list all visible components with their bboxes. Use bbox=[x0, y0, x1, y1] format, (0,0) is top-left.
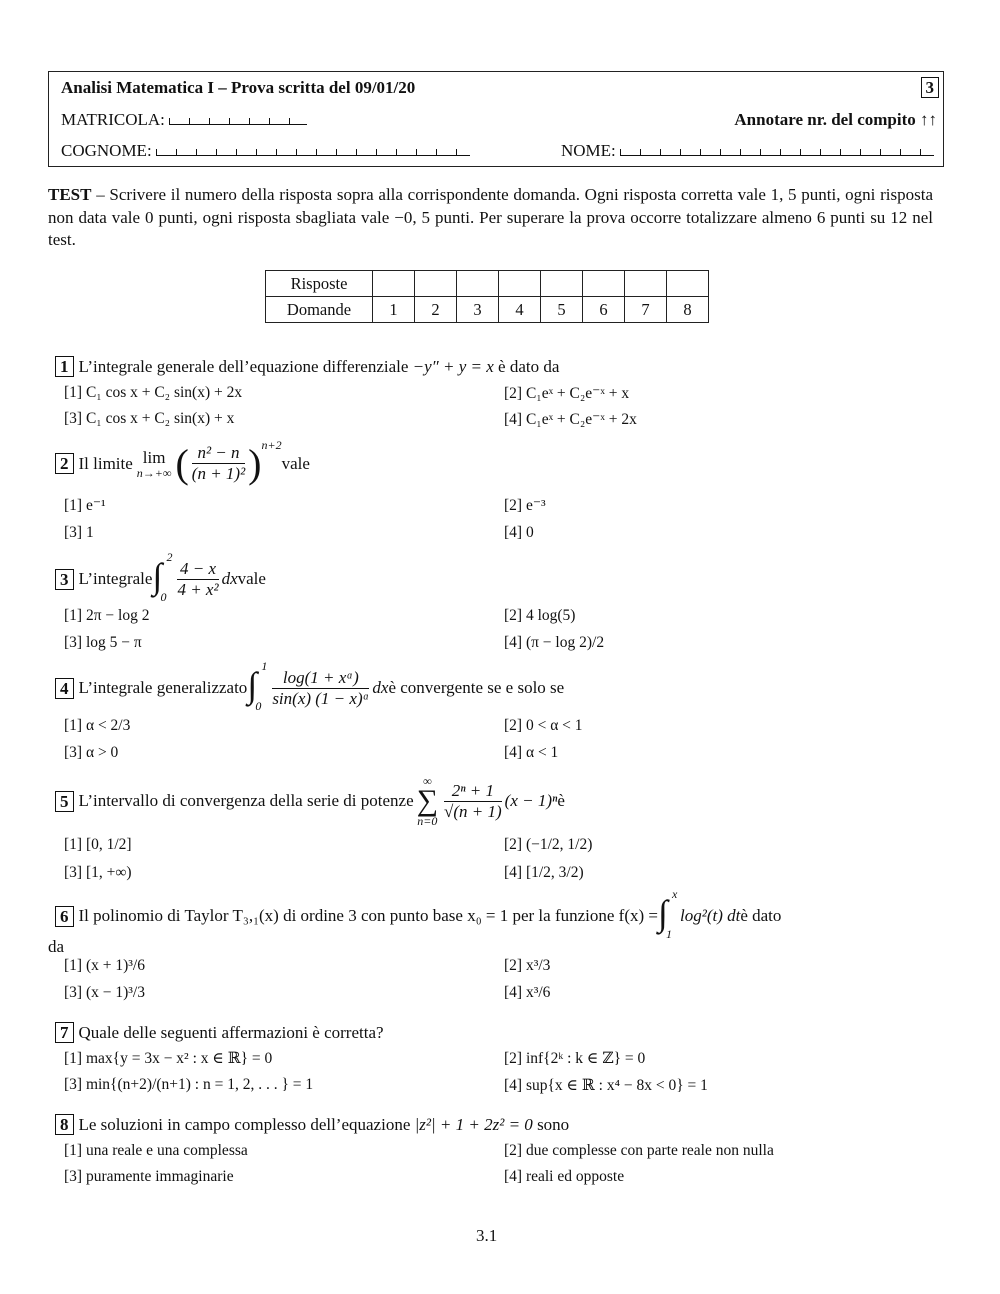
nome-row bbox=[561, 141, 934, 161]
exam-title: Analisi Matematica I – Prova scritta del 09/01/20 bbox=[61, 78, 416, 97]
option-1-3[interactable]: [3] C₁ cos x + C₂ sin(x) + x bbox=[64, 410, 235, 427]
option-2-3[interactable]: [3] 1 bbox=[64, 524, 94, 541]
test-instructions: TEST – Scrivere il numero della risposta sopra alla corrispondente domanda. Ogni risposta corretta vale 1, 5 punti, ogni risposta non data vale 0 punti, ogni risposta sbagliata vale −0, 5 punti. Per superare la prova occorre totalizzare almeno 6 punti su 12 nel test. bbox=[48, 185, 933, 249]
option-8-1[interactable]: [1] una reale e una complessa bbox=[64, 1142, 248, 1159]
exam-version-box: 3 bbox=[921, 77, 940, 98]
option-4-4[interactable]: [4] α < 1 bbox=[504, 744, 559, 761]
questions-row bbox=[266, 297, 709, 323]
option-5-1[interactable]: [1] [0, 1/2] bbox=[64, 836, 132, 853]
option-6-2[interactable]: [2] x³/3 bbox=[504, 957, 551, 974]
fraction: $\frac{4 - x}{\text{4 + x²}}$ bbox=[177, 558, 219, 599]
cognome-row bbox=[61, 141, 470, 161]
option-6-1[interactable]: [1] (x + 1)³/6 bbox=[64, 957, 145, 974]
question-3: 3 L’integrale ∫ 2 0 $\frac{4 - x}{\text{4 + x²}}$ dx vale bbox=[55, 556, 266, 602]
question-number-box: 5 bbox=[55, 791, 74, 812]
answer-cell-5[interactable] bbox=[541, 271, 583, 297]
question-number-box: 3 bbox=[55, 569, 74, 590]
answer-cell-8[interactable] bbox=[667, 271, 709, 297]
option-3-1[interactable]: [1] 2π − log 2 bbox=[64, 607, 150, 624]
integral-sign: ∫ 1 0 bbox=[247, 659, 268, 713]
test-lead: TEST bbox=[48, 185, 92, 204]
question-number-box: 7 bbox=[55, 1022, 74, 1043]
question-7: 7 Quale delle seguenti affermazioni è corretta? bbox=[55, 1022, 384, 1043]
option-2-2[interactable]: [2] e⁻³ bbox=[504, 497, 546, 514]
option-7-2[interactable]: [2] inf{2ᵏ : k ∈ ℤ} = 0 bbox=[504, 1050, 646, 1067]
cognome-field[interactable] bbox=[156, 146, 470, 156]
answer-cell-6[interactable] bbox=[583, 271, 625, 297]
option-3-2[interactable]: [2] 4 log(5) bbox=[504, 607, 576, 624]
question-number-cell: 3 bbox=[457, 297, 499, 323]
question-number-cell: 5 bbox=[541, 297, 583, 323]
integral-sign: ∫ 2 0 bbox=[152, 550, 173, 604]
question-number-cell: 6 bbox=[583, 297, 625, 323]
question-number-box: 1 bbox=[55, 356, 74, 377]
matricola-label: MATRICOLA: bbox=[61, 110, 165, 129]
answers-row bbox=[266, 271, 709, 297]
option-4-2[interactable]: [2] 0 < α < 1 bbox=[504, 717, 583, 734]
option-5-4[interactable]: [4] [1/2, 3/2) bbox=[504, 864, 584, 881]
limit-operator: lim n→+∞ bbox=[136, 447, 172, 480]
answer-cell-4[interactable] bbox=[499, 271, 541, 297]
question-6: 6 Il polinomio di Taylor T₃,₁(x) di ordine 3 con punto base x₀ = 1 per la funzione f(x) = ∫ x 1 log²(t) dt è dato bbox=[55, 893, 935, 939]
nome-field[interactable] bbox=[620, 146, 934, 156]
nome-label: NOME: bbox=[561, 141, 616, 160]
option-3-3[interactable]: [3] log 5 − π bbox=[64, 634, 142, 651]
answer-table bbox=[265, 270, 709, 323]
equation: |z²| + 1 + 2z² = 0 bbox=[414, 1115, 533, 1134]
question-1: 1 L’integrale generale dell’equazione differenziale −y″ + y = x è dato da bbox=[55, 356, 559, 377]
question-2: 2 Il limite lim n→+∞ ( $\frac{\text{n² − n}}{\text{(n + 1)²}}$ ) n+2 vale bbox=[55, 440, 310, 487]
option-2-4[interactable]: [4] 0 bbox=[504, 524, 534, 541]
answer-cell-3[interactable] bbox=[457, 271, 499, 297]
fraction: $\frac{\text{log(1 + xᵅ)}}{\text{sin(x) (1 − x)ᵅ}}$ bbox=[272, 667, 370, 708]
questions-row-label: Domande bbox=[266, 297, 373, 323]
question-number-box: 8 bbox=[55, 1114, 74, 1135]
option-5-2[interactable]: [2] (−1/2, 1/2) bbox=[504, 836, 593, 853]
option-5-3[interactable]: [3] [1, +∞) bbox=[64, 864, 132, 881]
page-number: 3.1 bbox=[476, 1226, 498, 1245]
question-number-cell: 4 bbox=[499, 297, 541, 323]
matricola-field[interactable] bbox=[169, 115, 307, 125]
question-number-cell: 1 bbox=[373, 297, 415, 323]
option-4-3[interactable]: [3] α > 0 bbox=[64, 744, 119, 761]
cognome-label: COGNOME: bbox=[61, 141, 152, 160]
question-number-cell: 2 bbox=[415, 297, 457, 323]
exponent: n+2 bbox=[261, 438, 282, 452]
option-7-3[interactable]: [3] min{(n+2)/(n+1) : n = 1, 2, . . . } = 1 bbox=[64, 1076, 314, 1093]
matricola-row bbox=[61, 110, 307, 130]
option-3-4[interactable]: [4] (π − log 2)/2 bbox=[504, 634, 605, 651]
option-8-4[interactable]: [4] reali ed opposte bbox=[504, 1168, 625, 1185]
answer-cell-1[interactable] bbox=[373, 271, 415, 297]
question-number-cell: 7 bbox=[625, 297, 667, 323]
exam-note: Annotare nr. del compito ↑↑ bbox=[734, 110, 937, 129]
question-number-box: 4 bbox=[55, 678, 74, 699]
question-number-box: 2 bbox=[55, 453, 74, 474]
option-1-4[interactable]: [4] C₁eˣ + C₂e⁻ˣ + 2x bbox=[504, 411, 637, 428]
question-number-box: 6 bbox=[55, 906, 74, 927]
option-7-4[interactable]: [4] sup{x ∈ ℝ : x⁴ − 8x < 0} = 1 bbox=[504, 1077, 708, 1094]
option-8-3[interactable]: [3] puramente immaginarie bbox=[64, 1168, 234, 1185]
option-1-2[interactable]: [2] C₁eˣ + C₂e⁻ˣ + x bbox=[504, 385, 630, 402]
option-4-1[interactable]: [1] α < 2/3 bbox=[64, 717, 131, 734]
exam-header bbox=[48, 71, 944, 167]
option-7-1[interactable]: [1] max{y = 3x − x² : x ∈ ℝ} = 0 bbox=[64, 1050, 273, 1067]
option-8-2[interactable]: [2] due complesse con parte reale non nulla bbox=[504, 1142, 774, 1159]
option-6-4[interactable]: [4] x³/6 bbox=[504, 984, 551, 1001]
question-6-continuation: da bbox=[48, 937, 65, 956]
fraction: $\frac{\text{2ⁿ + 1}}{√(n + 1)}$ bbox=[444, 780, 502, 821]
question-5: 5 L’intervallo di convergenza della serie di potenze ∞ ∑ n=0 $\frac{\text{2ⁿ + 1}}{√(n + 1)}$ (x − 1)ⁿ è bbox=[55, 775, 565, 827]
question-8: 8 Le soluzioni in campo complesso dell’equazione |z²| + 1 + 2z² = 0 sono bbox=[55, 1114, 569, 1135]
option-6-3[interactable]: [3] (x − 1)³/3 bbox=[64, 984, 145, 1001]
equation: −y″ + y = x bbox=[412, 357, 494, 376]
answer-cell-2[interactable] bbox=[415, 271, 457, 297]
instructions-text: Scrivere il numero della risposta sopra alla corrispondente domanda. Ogni risposta corretta vale 1, 5 punti, ogni risposta non data vale 0 punti, ogni risposta sbagliata vale −0, 5 punti. Per superare la prova occorre totalizzare almeno 6 punti su 12 nel test. bbox=[48, 185, 933, 249]
fraction: $\frac{\text{n² − n}}{\text{(n + 1)²}}$ bbox=[191, 443, 246, 483]
sum-operator: ∞ ∑ n=0 bbox=[416, 774, 439, 828]
option-2-1[interactable]: [1] e⁻¹ bbox=[64, 497, 106, 514]
integral-sign: ∫ x 1 bbox=[658, 887, 678, 941]
answer-cell-7[interactable] bbox=[625, 271, 667, 297]
question-number-cell: 8 bbox=[667, 297, 709, 323]
question-4: 4 L’integrale generalizzato ∫ 1 0 $\frac{\text{log(1 + xᵅ)}}{\text{sin(x) (1 − x)ᵅ}}$ dx è convergente se e solo se bbox=[55, 665, 564, 711]
option-1-1[interactable]: [1] C₁ cos x + C₂ sin(x) + 2x bbox=[64, 384, 243, 401]
answers-row-label: Risposte bbox=[266, 271, 373, 297]
